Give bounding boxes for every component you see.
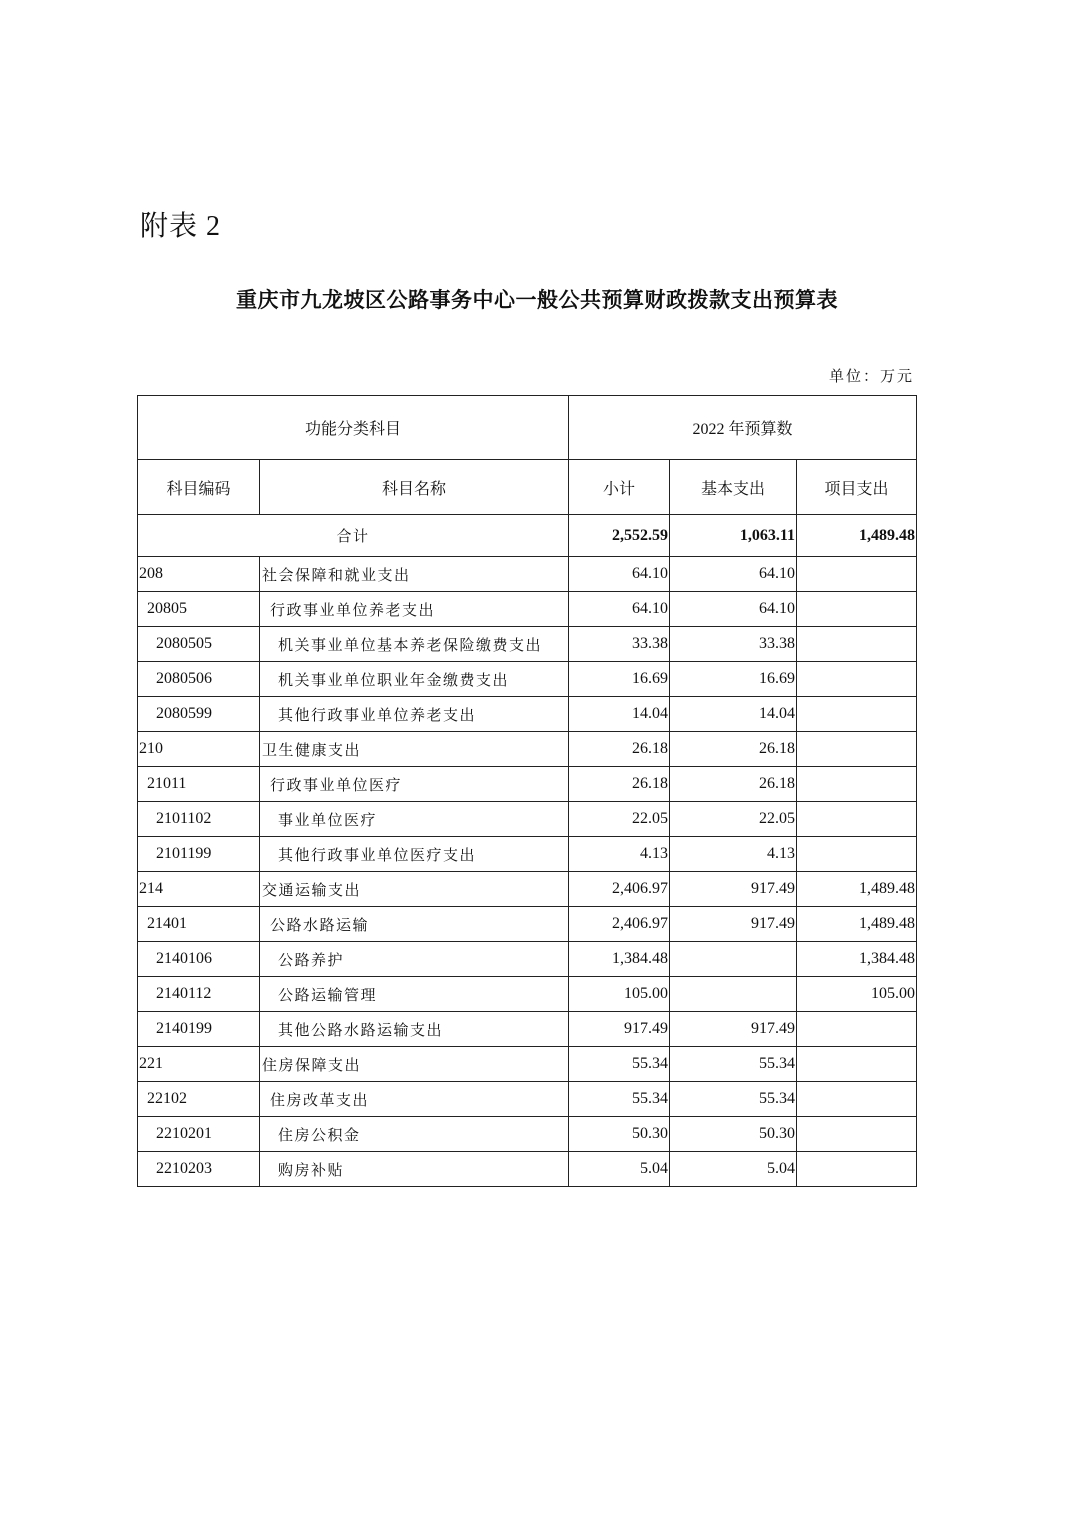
cell-code: 2101199	[138, 837, 260, 872]
cell-basic: 50.30	[670, 1117, 797, 1152]
cell-project	[797, 627, 917, 662]
cell-project	[797, 1082, 917, 1117]
cell-basic: 26.18	[670, 767, 797, 802]
cell-code: 2140106	[138, 942, 260, 977]
cell-subtotal: 55.34	[569, 1047, 670, 1082]
cell-project	[797, 1117, 917, 1152]
table-row	[138, 872, 917, 907]
column-header-name: 科目名称	[260, 460, 569, 515]
cell-name: 其他行政事业单位养老支出	[260, 697, 569, 732]
cell-subtotal: 105.00	[569, 977, 670, 1012]
cell-basic: 917.49	[670, 872, 797, 907]
table-row	[138, 907, 917, 942]
table-row	[138, 802, 917, 837]
cell-basic: 917.49	[670, 1012, 797, 1047]
cell-name: 机关事业单位基本养老保险缴费支出	[260, 627, 569, 662]
cell-project	[797, 1152, 917, 1187]
cell-name: 交通运输支出	[260, 872, 569, 907]
cell-code: 22102	[138, 1082, 260, 1117]
cell-subtotal: 26.18	[569, 767, 670, 802]
cell-project	[797, 1012, 917, 1047]
cell-basic	[670, 942, 797, 977]
table-row	[138, 767, 917, 802]
table-row	[138, 1047, 917, 1082]
cell-code: 2210201	[138, 1117, 260, 1152]
cell-subtotal: 55.34	[569, 1082, 670, 1117]
cell-code: 208	[138, 557, 260, 592]
table-row	[138, 732, 917, 767]
cell-code: 210	[138, 732, 260, 767]
cell-code: 221	[138, 1047, 260, 1082]
cell-name: 机关事业单位职业年金缴费支出	[260, 662, 569, 697]
table-row	[138, 977, 917, 1012]
cell-subtotal: 4.13	[569, 837, 670, 872]
table-row	[138, 592, 917, 627]
cell-basic: 5.04	[670, 1152, 797, 1187]
cell-name: 住房改革支出	[260, 1082, 569, 1117]
table-row	[138, 1117, 917, 1152]
cell-name: 购房补贴	[260, 1152, 569, 1187]
cell-code: 2101102	[138, 802, 260, 837]
total-label: 合计	[138, 515, 569, 557]
cell-code: 20805	[138, 592, 260, 627]
table-row	[138, 662, 917, 697]
cell-subtotal: 26.18	[569, 732, 670, 767]
cell-subtotal: 5.04	[569, 1152, 670, 1187]
unit-label: 单位：万元	[828, 369, 914, 385]
group-header-budget: 2022 年预算数	[569, 396, 917, 460]
cell-name: 卫生健康支出	[260, 732, 569, 767]
cell-subtotal: 917.49	[569, 1012, 670, 1047]
cell-subtotal: 33.38	[569, 627, 670, 662]
cell-basic: 917.49	[670, 907, 797, 942]
cell-subtotal: 64.10	[569, 592, 670, 627]
cell-basic: 14.04	[670, 697, 797, 732]
cell-code: 2080599	[138, 697, 260, 732]
total-row	[138, 515, 917, 557]
budget-table	[137, 395, 917, 1187]
cell-name: 其他行政事业单位医疗支出	[260, 837, 569, 872]
cell-name: 公路水路运输	[260, 907, 569, 942]
cell-subtotal: 16.69	[569, 662, 670, 697]
cell-name: 公路养护	[260, 942, 569, 977]
table-row	[138, 1152, 917, 1187]
cell-basic: 26.18	[670, 732, 797, 767]
table-body	[138, 557, 917, 1187]
cell-code: 214	[138, 872, 260, 907]
group-header-classification: 功能分类科目	[138, 396, 569, 460]
cell-name: 行政事业单位养老支出	[260, 592, 569, 627]
cell-code: 21011	[138, 767, 260, 802]
total-subtotal: 2,552.59	[569, 515, 670, 557]
page-title: 重庆市九龙坡区公路事务中心一般公共预算财政拨款支出预算表	[236, 288, 838, 312]
cell-subtotal: 2,406.97	[569, 907, 670, 942]
cell-basic: 64.10	[670, 557, 797, 592]
column-header-subtotal: 小计	[569, 460, 670, 515]
cell-project	[797, 592, 917, 627]
cell-code: 2210203	[138, 1152, 260, 1187]
cell-code: 2080505	[138, 627, 260, 662]
cell-project	[797, 767, 917, 802]
total-basic: 1,063.11	[670, 515, 797, 557]
cell-subtotal: 14.04	[569, 697, 670, 732]
cell-name: 公路运输管理	[260, 977, 569, 1012]
cell-name: 住房公积金	[260, 1117, 569, 1152]
cell-basic: 33.38	[670, 627, 797, 662]
cell-code: 2140199	[138, 1012, 260, 1047]
cell-subtotal: 2,406.97	[569, 872, 670, 907]
cell-subtotal: 50.30	[569, 1117, 670, 1152]
table-row	[138, 557, 917, 592]
cell-name: 其他公路水路运输支出	[260, 1012, 569, 1047]
cell-project	[797, 697, 917, 732]
cell-name: 社会保障和就业支出	[260, 557, 569, 592]
cell-name: 住房保障支出	[260, 1047, 569, 1082]
table-row	[138, 942, 917, 977]
cell-code: 2080506	[138, 662, 260, 697]
cell-project: 1,384.48	[797, 942, 917, 977]
cell-name: 事业单位医疗	[260, 802, 569, 837]
cell-code: 21401	[138, 907, 260, 942]
cell-name: 行政事业单位医疗	[260, 767, 569, 802]
cell-basic: 64.10	[670, 592, 797, 627]
cell-basic: 55.34	[670, 1047, 797, 1082]
column-header-code: 科目编码	[138, 460, 260, 515]
attachment-label: 附表 2	[140, 211, 222, 242]
cell-project	[797, 557, 917, 592]
cell-code: 2140112	[138, 977, 260, 1012]
cell-project: 105.00	[797, 977, 917, 1012]
cell-project	[797, 732, 917, 767]
cell-project	[797, 1047, 917, 1082]
cell-basic	[670, 977, 797, 1012]
cell-project	[797, 802, 917, 837]
table-row	[138, 837, 917, 872]
table-row	[138, 627, 917, 662]
cell-basic: 55.34	[670, 1082, 797, 1117]
cell-basic: 16.69	[670, 662, 797, 697]
table-row	[138, 1082, 917, 1117]
cell-project	[797, 837, 917, 872]
cell-subtotal: 64.10	[569, 557, 670, 592]
table-row	[138, 1012, 917, 1047]
cell-project: 1,489.48	[797, 872, 917, 907]
cell-subtotal: 22.05	[569, 802, 670, 837]
cell-basic: 22.05	[670, 802, 797, 837]
cell-subtotal: 1,384.48	[569, 942, 670, 977]
cell-project: 1,489.48	[797, 907, 917, 942]
table-row	[138, 697, 917, 732]
column-header-project: 项目支出	[797, 460, 917, 515]
cell-basic: 4.13	[670, 837, 797, 872]
cell-project	[797, 662, 917, 697]
total-project: 1,489.48	[797, 515, 917, 557]
column-header-basic: 基本支出	[670, 460, 797, 515]
